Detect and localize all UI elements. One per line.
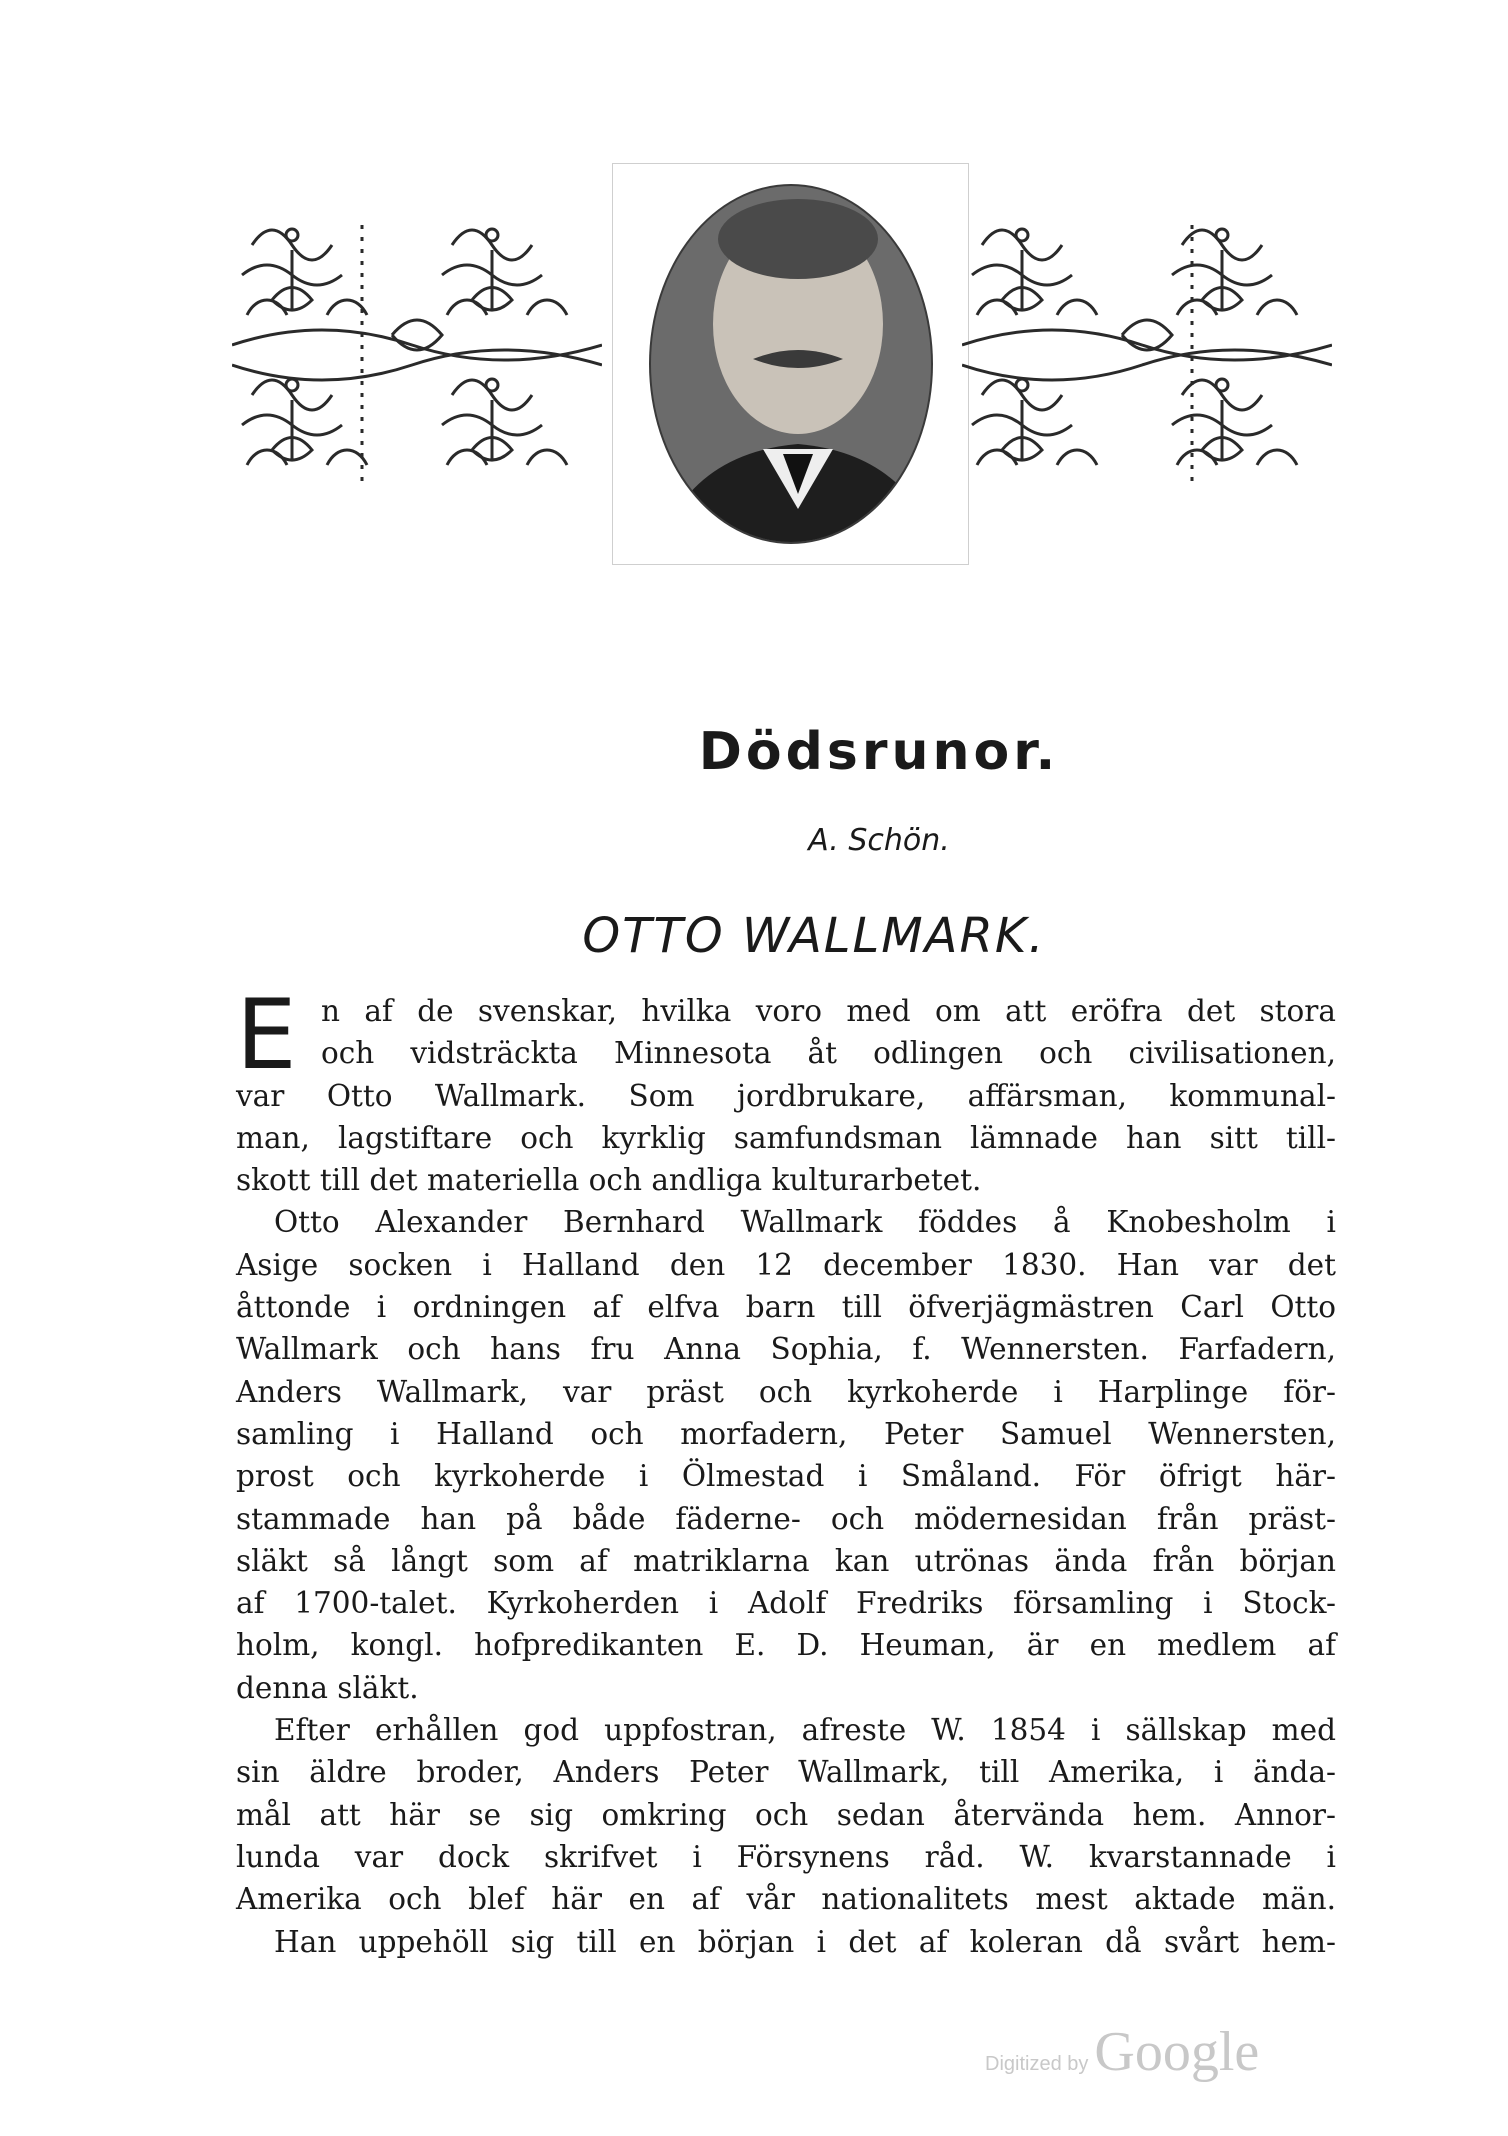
text-line: samling i Halland och morfadern, Peter Samuel Wennersten, bbox=[236, 1416, 1336, 1451]
left-ornament bbox=[232, 205, 602, 505]
text-line: af 1700-talet. Kyrkoherden i Adolf Fredriks församling i Stock- bbox=[236, 1586, 1336, 1621]
page-title: Dödsrunor. bbox=[698, 722, 1060, 782]
text-line: lunda var dock skrifvet i Försynens råd. W. kvarstannade i bbox=[236, 1839, 1336, 1874]
portrait-image bbox=[613, 164, 968, 564]
digitized-watermark bbox=[985, 2020, 1259, 2084]
text-line: och vidsträckta Minnesota åt odlingen och civilisationen, bbox=[321, 1036, 1336, 1071]
text-line: man, lagstiftare och kyrklig samfundsman lämnade han sitt till- bbox=[236, 1120, 1336, 1155]
google-logo: Google bbox=[1094, 2021, 1260, 2083]
drop-cap: E bbox=[236, 979, 297, 1091]
article-subject: OTTO WALLMARK. bbox=[582, 908, 1046, 964]
author-name: A. Schön. bbox=[808, 823, 950, 858]
text-line: Asige socken i Halland den 12 december 1830. Han var det bbox=[236, 1247, 1336, 1282]
text-line: släkt så långt som af matriklarna kan utrönas ända från början bbox=[236, 1543, 1336, 1578]
text-line: Han uppehöll sig till en början i det af koleran då svårt hem- bbox=[274, 1924, 1336, 1959]
text-line: Otto Alexander Bernhard Wallmark föddes å Knobesholm i bbox=[274, 1205, 1336, 1240]
right-ornament bbox=[962, 205, 1332, 505]
text-line: var Otto Wallmark. Som jordbrukare, affärsman, kommunal- bbox=[236, 1078, 1336, 1113]
digitized-label: Digitized by bbox=[985, 2053, 1089, 2075]
text-line: mål att här se sig omkring och sedan återvända hem. Annor- bbox=[236, 1797, 1336, 1832]
text-line: sin äldre broder, Anders Peter Wallmark, till Amerika, i ända- bbox=[236, 1755, 1336, 1790]
text-line: skott till det materiella och andliga kulturarbetet. bbox=[236, 1163, 982, 1198]
text-line: Anders Wallmark, var präst och kyrkoherde i Harplinge för- bbox=[236, 1374, 1336, 1409]
text-line: Amerika och blef här en af vår nationalitets mest aktade män. bbox=[236, 1882, 1336, 1917]
text-line: n af de svenskar, hvilka voro med om att eröfra det stora bbox=[321, 994, 1336, 1028]
text-line: denna släkt. bbox=[236, 1670, 419, 1705]
portrait-frame bbox=[612, 163, 969, 565]
article-body bbox=[236, 979, 1336, 1963]
text-line: Efter erhållen god uppfostran, afreste W. 1854 i sällskap med bbox=[274, 1713, 1336, 1748]
floral-ornament-icon bbox=[962, 205, 1332, 505]
text-line: Wallmark och hans fru Anna Sophia, f. Wennersten. Farfadern, bbox=[236, 1332, 1336, 1367]
floral-ornament-icon bbox=[232, 205, 602, 505]
text-line: holm, kongl. hofpredikanten E. D. Heuman, är en medlem af bbox=[236, 1628, 1336, 1663]
text-line: prost och kyrkoherde i Ölmestad i Småland. För öfrigt här- bbox=[236, 1459, 1336, 1494]
text-line: åttonde i ordningen af elfva barn till öfverjägmästren Carl Otto bbox=[236, 1290, 1336, 1325]
text-line: stammade han på både fäderne- och mödernesidan från präst- bbox=[236, 1501, 1336, 1536]
